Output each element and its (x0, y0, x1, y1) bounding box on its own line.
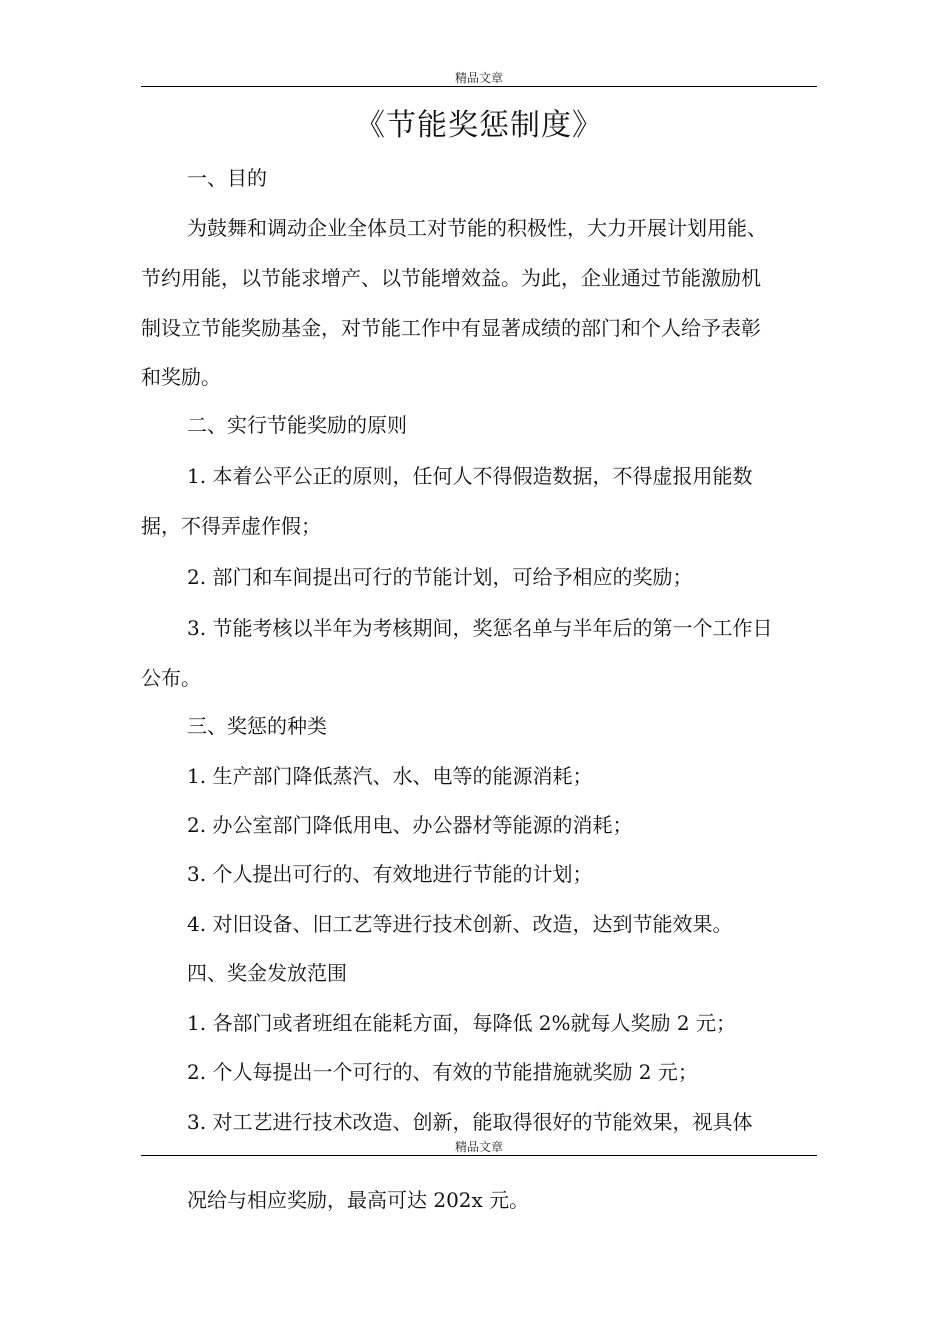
section-heading-4: 四、奖金发放范围 (187, 961, 347, 985)
paragraph-line: 为鼓舞和调动企业全体员工对节能的积极性，大力开展计划用能、 (187, 216, 767, 240)
list-item: 1. 生产部门降低蒸汽、水、电等的能源消耗； (187, 764, 593, 788)
header-rule (141, 1155, 817, 1156)
list-item: 4. 对旧设备、旧工艺等进行技术创新、改造，达到节能效果。 (187, 912, 733, 936)
list-item: 2. 部门和车间提出可行的节能计划，可给予相应的奖励； (187, 565, 693, 589)
list-item: 3. 节能考核以半年为考核期间，奖惩名单与半年后的第一个工作日 (187, 616, 773, 640)
paragraph-line: 节约用能，以节能求增产、以节能增效益。为此，企业通过节能激励机 (141, 266, 761, 290)
list-item: 1. 各部门或者班组在能耗方面，每降低 2%就每人奖励 2 元； (187, 1011, 736, 1035)
paragraph-line: 制设立节能奖励基金，对节能工作中有显著成绩的部门和个人给予表彰 (141, 316, 761, 340)
section-heading-2: 二、实行节能奖励的原则 (187, 413, 407, 437)
header-rule (141, 86, 817, 87)
section-heading-1: 一、目的 (187, 166, 267, 190)
list-item: 3. 对工艺进行技术改造、创新，能取得很好的节能效果，视具体 (187, 1110, 753, 1134)
list-item-continuation: 公布。 (141, 666, 201, 690)
list-item-continuation: 据，不得弄虚作假； (141, 514, 321, 538)
list-item: 2. 个人每提出一个可行的、有效的节能措施就奖励 2 元； (187, 1060, 698, 1084)
list-item: 1. 本着公平公正的原则，任何人不得假造数据，不得虚报用能数 (187, 464, 753, 488)
page-header: 精品文章 (454, 1140, 503, 1154)
list-item-continuation: 况给与相应奖励，最高可达 202x 元。 (187, 1188, 530, 1212)
list-item: 2. 办公室部门降低用电、办公器材等能源的消耗； (187, 813, 633, 837)
list-item: 3. 个人提出可行的、有效地进行节能的计划； (187, 862, 593, 886)
page-header: 精品文章 (454, 71, 503, 85)
paragraph-line: 和奖励。 (141, 365, 221, 389)
document-title: 《节能奖惩制度》 (355, 108, 603, 143)
section-heading-3: 三、奖惩的种类 (187, 714, 327, 738)
